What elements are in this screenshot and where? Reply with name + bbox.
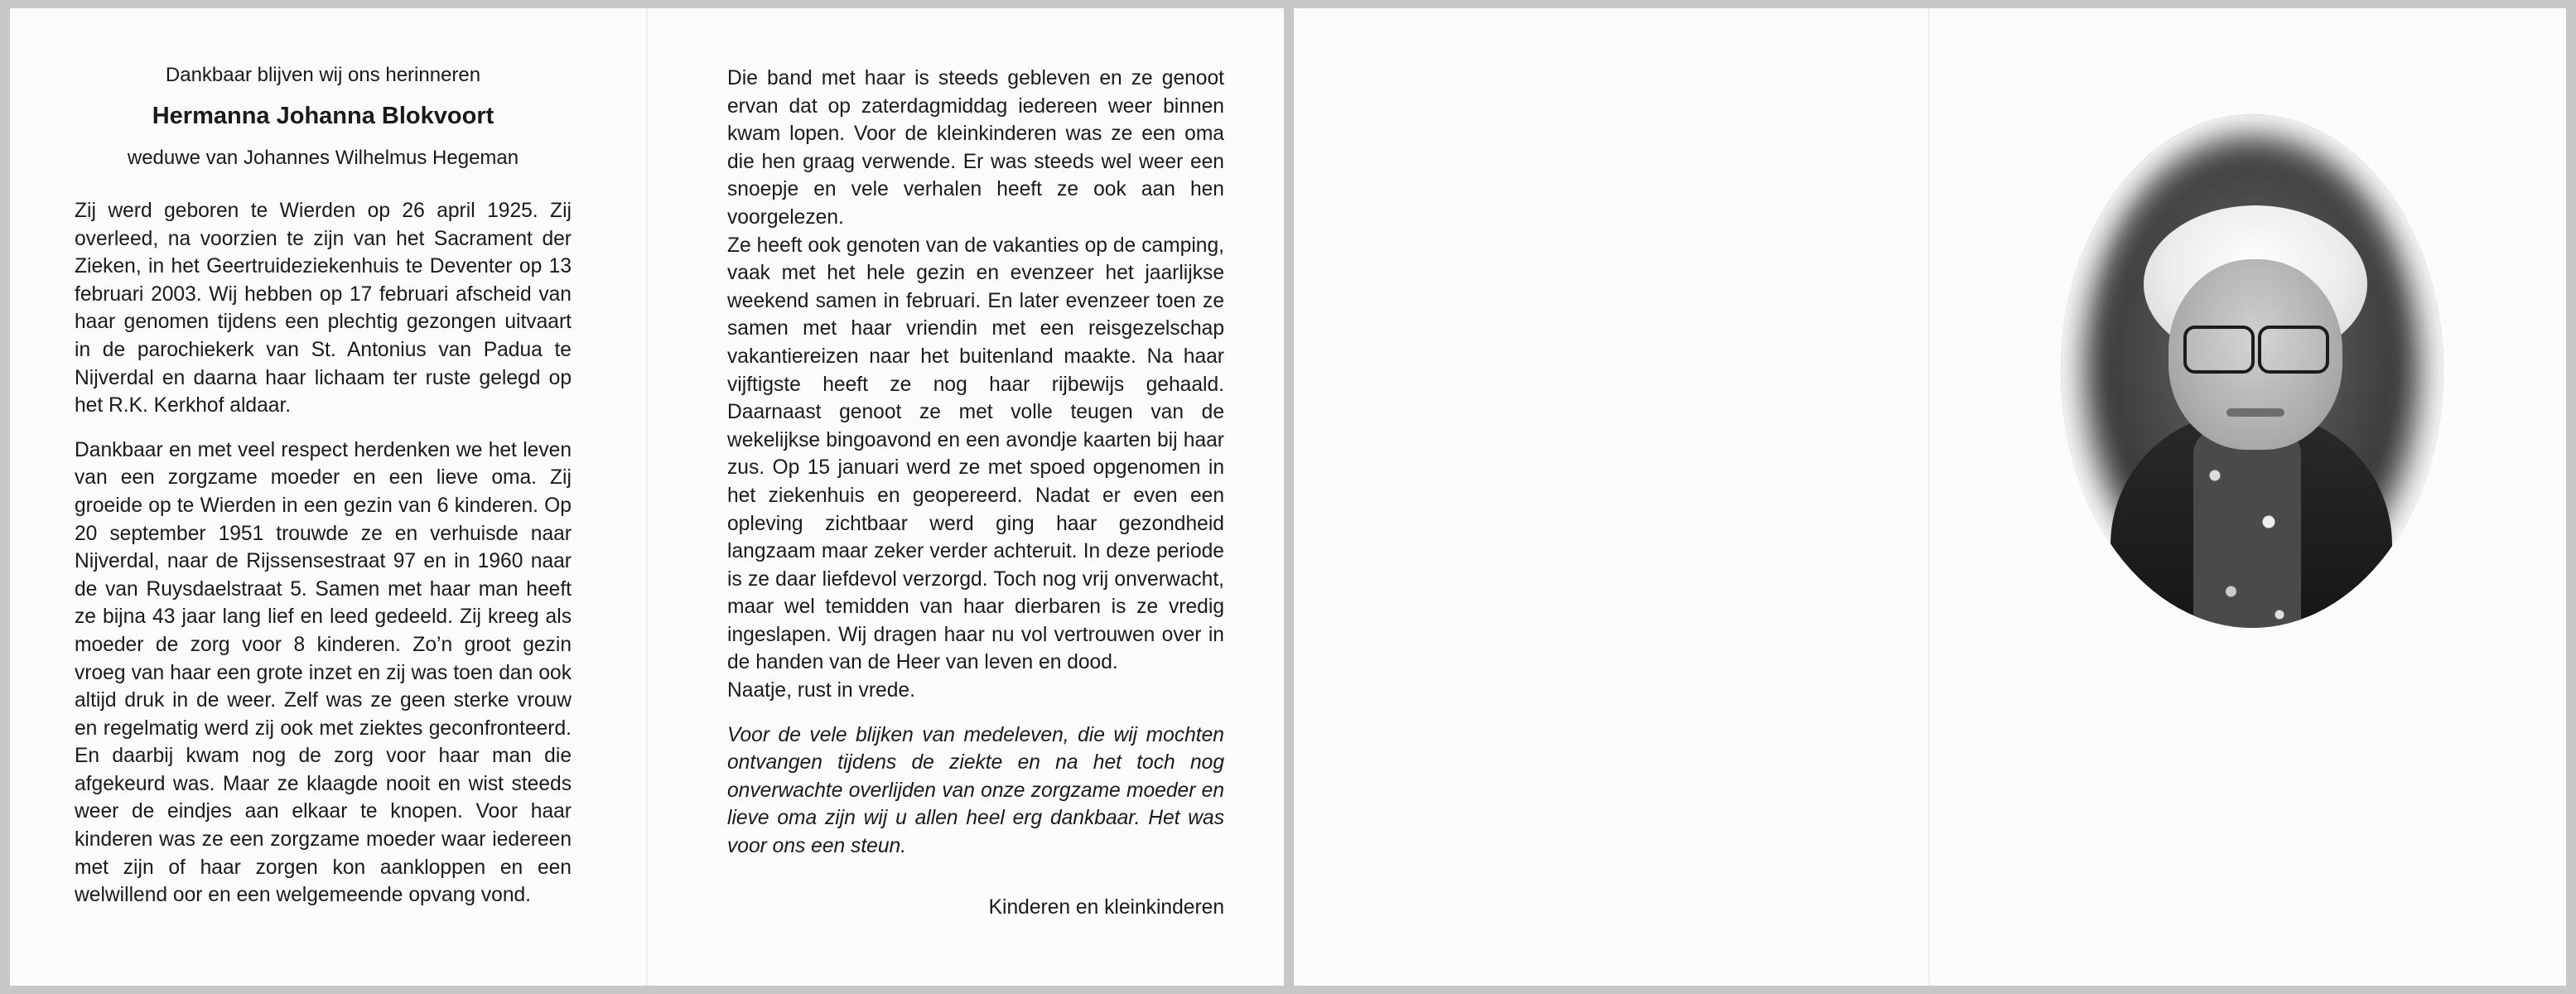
biography-paragraph-family: Die band met haar is steeds gebleven en ze genoot ervan dat op zaterdagmiddag iedereen weer binnen kwam lopen. Voor de kleinkinderen was ze een oma die hen graag verwende. Er was steeds wel weer een snoepje en vele verhalen heeft ze ook aan hen voorgelezen. xyxy=(727,67,1224,229)
card-fold-line xyxy=(646,8,648,986)
left-text-column xyxy=(75,8,572,910)
biography-paragraph-later-life: Ze heeft ook genoten van de vakanties op de camping, vaak met het hele gezin en evenzeer het jaarlijkse weekend samen in februari. En later evenzeer toen ze samen met haar vriendin met een reisgezelschap vakantiereizen naar het buitenland maakte. Na haar vijftigste heeft ze nog haar rijbewijs gehaald. Daarnaast genoot ze met volle teugen van de wekelijkse bingoavond en een avondje kaarten bij haar zus. Op 15 januari werd ze met spoed opgenomen in het ziekenhuis en geopereerd. Nadat er even een opleving zichtbaar werd ging haar gezondheid langzaam maar zeker verder achteruit. In deze periode is ze daar liefdevol verzorgd. Toch nog vrij onverwacht, maar wel temidden van haar dierbaren is ze vredig ingeslapen. Wij dragen haar nu vol vertrouwen over in de handen van de Heer van leven en dood. xyxy=(727,234,1224,674)
portrait-glasses-left xyxy=(2183,326,2255,374)
card-fold-line-back xyxy=(1928,8,1930,986)
biography-paragraph-life: Dankbaar en met veel respect herdenken we het leven van een zorgzame moeder en een lieve oma. Zij groeide op te Wierden in een gezin van 6 kinderen. Op 20 september 1951 trouwde ze en verhuisde naar Nijverdal, naar de Rijssensestraat 97 en in 1960 naar de van Ruysdaelstraat 5. Samen met haar man heeft ze bijna 43 jaar lang lief en leed gedeeld. Zij kreeg als moeder de zorg voor 8 kinderen. Zo’n groot gezin vroeg van haar een grote inzet en zij was toen dan ook altijd druk in de weer. Zelf was ze geen sterke vrouw en regelmatig werd zij ook met ziektes geconfronteerd. En daarbij kwam nog de zorg voor haar man die afgekeurd was. Maar ze klaagde nooit en wist steeds weer de eindjes aan elkaar te knopen. Voor haar kinderen was ze een zorgzame moeder waar iedereen met zijn of haar zorgen kon aankloppen en een welwillend oor en een welgemeende opvang vond. xyxy=(75,438,572,907)
portrait-glasses-right xyxy=(2258,326,2329,374)
card-inner-spread xyxy=(10,8,1284,986)
right-text-column xyxy=(727,8,1224,921)
farewell-line: Naatje, rust in vrede. xyxy=(727,679,915,702)
portrait-photo xyxy=(2061,114,2443,628)
portrait-mouth xyxy=(2226,408,2284,417)
widow-of-line: weduwe van Johannes Wilhelmus Hegeman xyxy=(127,147,519,169)
deceased-name: Hermanna Johanna Blokvoort xyxy=(152,103,494,129)
portrait-blouse xyxy=(2193,429,2301,628)
signature-line: Kinderen en kleinkinderen xyxy=(988,895,1224,919)
biography-paragraph-birth-death: Zij werd geboren te Wierden op 26 april 1925. Zij overleed, na voorzien te zijn van het Sacrament der Zieken, in het Geertruideziekenhuis te Deventer op 13 februari 2003. Wij hebben op 17 februari afscheid van haar genomen tijdens een plechtig gezongen uitvaart in de parochiekerk van St. Antonius van Padua te Nijverdal en daarna haar lichaam ter ruste gelegd op het R.K. Kerkhof aldaar. xyxy=(75,200,572,417)
thank-you-paragraph: Voor de vele blijken van medeleven, die wij mochten ontvangen tijdens de ziekte en na het toch nog onverwachte overlijden van onze zorgzame moeder en lieve oma zijn wij u allen heel erg dankbaar. Het was voor ons een steun. xyxy=(727,723,1224,858)
intro-line: Dankbaar blijven wij ons herinneren xyxy=(165,64,481,86)
